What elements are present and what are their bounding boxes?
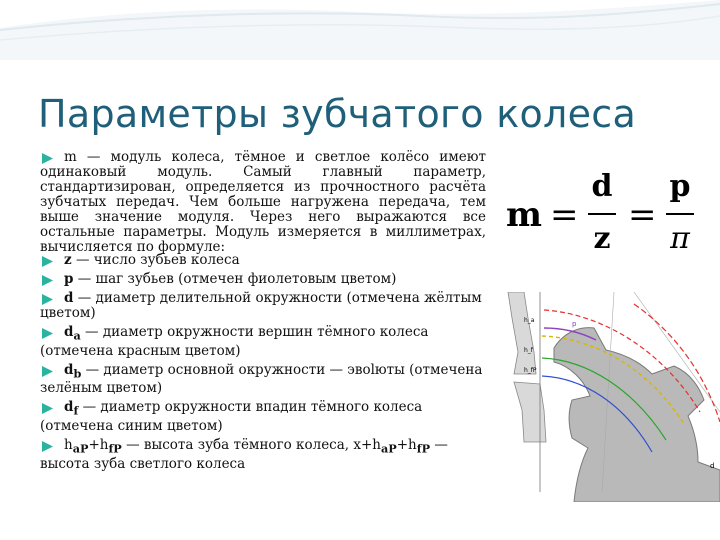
list-item-db	[40, 363, 486, 397]
tooth-height-symbol: +h	[88, 437, 109, 454]
bullet-list	[40, 150, 486, 476]
list-item-df	[40, 400, 486, 434]
item-text: — диаметр окружности впадин тёмного колеса (отмечена синим цветом)	[40, 399, 423, 435]
slide-title: Параметры зубчатого колеса	[38, 92, 637, 136]
symbol-subscript: f	[73, 404, 79, 419]
list-item-da	[40, 325, 486, 359]
list-item-d	[40, 291, 486, 321]
symbol-p: p	[64, 271, 74, 287]
item-text: — диаметр делительной окружности (отмечена жёлтым цветом)	[40, 290, 482, 321]
list-item-p	[40, 272, 486, 287]
item-text: — диаметр основной окружности — эвolюты (отмечена зелёным цветом)	[40, 361, 483, 397]
symbol-m: m	[64, 149, 77, 165]
bullet-icon	[42, 256, 53, 267]
formula-denominator-z: z	[593, 221, 611, 256]
symbol-subscript: aP	[381, 441, 397, 456]
tooth-height-symbol: +h	[396, 437, 417, 454]
bullet-icon	[42, 275, 53, 286]
symbol-subscript: aP	[72, 441, 89, 456]
bullet-icon	[42, 153, 53, 164]
label-hf: h_f	[524, 347, 533, 354]
formula-equals: =	[550, 195, 579, 235]
tooth-height-symbol: h	[64, 437, 73, 454]
list-item-z	[40, 253, 486, 268]
bullet-icon	[42, 403, 53, 414]
label-ha: h_a	[524, 317, 535, 324]
item-text: — модуль колеса, тёмное и светлое колёсо имеют одинаковый модуль. Самый главный параметр, стандартизирован, определяется из прочностного расчёта зубчатых передач. Чем больше нагружена передача, тем выше значение модуля. Через него выражаются все остальные параметры. Модуль измеряется в миллиметрах, вычисляется по формуле:	[40, 149, 486, 255]
module-formula	[500, 166, 700, 256]
symbol-subscript: fP	[108, 441, 122, 456]
gear-diagram	[484, 292, 720, 502]
label-d: d	[710, 462, 715, 470]
symbol-subscript: a	[73, 328, 81, 343]
bullet-icon	[42, 366, 53, 377]
formula-numerator-p: p	[669, 169, 691, 204]
item-text: — шаг зубьев (отмечен фиолетовым цветом)	[73, 271, 397, 287]
formula-m: m	[506, 195, 542, 235]
item-text: — высота зуба тёмного колеса, x+h	[121, 437, 381, 454]
item-text: — число зубьев колеса	[71, 252, 240, 268]
list-item-module	[40, 150, 486, 255]
symbol-d: d	[64, 399, 74, 416]
bullet-icon	[42, 328, 53, 339]
header-decoration	[0, 0, 720, 60]
symbol-d: d	[64, 290, 74, 306]
symbol-subscript: fP	[416, 441, 431, 456]
formula-equals: =	[628, 195, 657, 235]
label-hfp: h_fP	[524, 367, 537, 374]
bullet-icon	[42, 294, 53, 305]
item-text: — диаметр окружности вершин тёмного колеса (отмечена красным цветом)	[40, 324, 429, 359]
symbol-subscript: b	[73, 366, 82, 381]
formula-numerator-d: d	[591, 169, 613, 204]
bullet-icon	[42, 441, 53, 452]
symbol-z: z	[64, 252, 72, 268]
symbol-d: d	[64, 361, 74, 378]
formula-denominator-pi: π	[670, 221, 690, 256]
symbol-d: d	[64, 324, 74, 340]
list-item-tooth-height	[40, 438, 486, 472]
label-p: p	[572, 320, 577, 328]
item-text: — высота зуба светлого колеса	[40, 437, 448, 472]
